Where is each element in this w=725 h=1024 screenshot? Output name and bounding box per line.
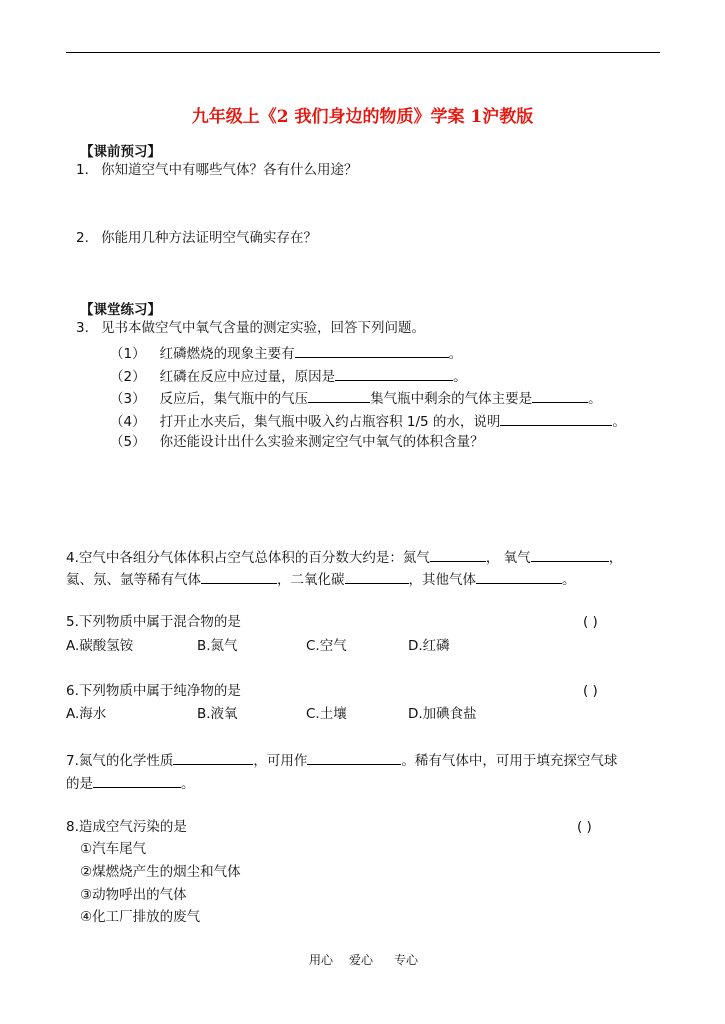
list-item: ①汽车尾气 <box>80 841 147 857</box>
sub-text: 红磷在反应中应过量，原因是 <box>159 369 336 385</box>
option: D.加碘食盐 <box>408 706 477 722</box>
answer-parentheses[interactable]: ( ) <box>583 614 598 630</box>
q4-text: 。 <box>562 572 576 588</box>
footer-text: 专心 <box>394 953 419 967</box>
answer-blank[interactable] <box>430 548 486 562</box>
q4-text: 氦、氖、氩等稀有气体 <box>66 572 201 588</box>
answer-parentheses[interactable]: ( ) <box>583 683 598 699</box>
answer-blank[interactable] <box>345 570 409 584</box>
sub-text: 打开止水夹后，集气瓶中吸入约占瓶容积 1/5 的水，说明 <box>159 414 501 430</box>
sub-text: 红磷燃烧的现象主要有 <box>159 346 295 362</box>
answer-blank[interactable] <box>173 751 253 765</box>
question-4-line-1 <box>66 548 622 566</box>
question-text: 你能用几种方法证明空气确实存在？ <box>101 230 317 246</box>
sub-number: （2） <box>110 369 146 385</box>
sub-number: （1） <box>110 346 146 362</box>
question-number: 1. <box>76 162 89 178</box>
question-6-stem: 6.下列物质中属于纯净物的是 <box>66 683 241 699</box>
option: B.氮气 <box>197 638 238 654</box>
answer-parentheses[interactable]: ( ) <box>577 819 592 835</box>
sub-text-end: 。 <box>453 369 467 385</box>
q4-text: ，二氧化碳 <box>277 572 345 588</box>
answer-blank[interactable] <box>531 548 609 562</box>
answer-blank[interactable] <box>201 570 277 584</box>
sub-text: 集气瓶中剩余的气体主要是 <box>370 391 533 407</box>
q4-text: ， <box>608 550 623 566</box>
sub-number: （5） <box>110 434 146 450</box>
answer-blank[interactable] <box>295 344 449 358</box>
sub-text-end: 。 <box>612 414 626 430</box>
question-4-line-2 <box>66 570 576 588</box>
sub-question <box>110 367 467 385</box>
q7-text: 。 <box>181 776 195 792</box>
page-title: 九年级上《2 我们身边的物质》学案 1沪教版 <box>191 107 534 127</box>
question-7-line-2 <box>66 774 195 792</box>
section-heading-preview: 【课前预习】 <box>80 144 161 160</box>
q7-text: 的是 <box>66 776 93 792</box>
question-text: 你知道空气中有哪些气体？各有什么用途？ <box>101 162 358 178</box>
sub-question <box>110 344 462 362</box>
answer-blank[interactable] <box>335 367 453 381</box>
option: B.液氧 <box>197 706 238 722</box>
list-item: ③动物呼出的气体 <box>80 887 187 903</box>
q4-text: ，其他气体 <box>408 572 476 588</box>
sub-question <box>110 434 484 450</box>
question-5-stem: 5.下列物质中属于混合物的是 <box>66 614 241 630</box>
footer-text: 爱心 <box>349 953 374 967</box>
header-rule <box>66 52 660 53</box>
question-text: 见书本做空气中氧气含量的测定实验，回答下列问题。 <box>101 320 425 336</box>
answer-blank[interactable] <box>308 389 370 403</box>
sub-number: （3） <box>110 391 146 407</box>
answer-blank[interactable] <box>532 389 588 403</box>
sub-text: 反应后，集气瓶中的气压 <box>159 391 309 407</box>
question-7-line-1 <box>66 751 617 769</box>
section-heading-practice: 【课堂练习】 <box>80 302 161 318</box>
answer-blank[interactable] <box>500 412 612 426</box>
question-number: 2. <box>76 230 89 246</box>
q7-text: 7.氮气的化学性质 <box>66 753 174 769</box>
q4-text: 4.空气中各组分气体体积占空气总体积的百分数大约是：氮气 <box>66 550 430 566</box>
q4-text: ， 氧气 <box>485 550 531 566</box>
sub-text-end: 。 <box>588 391 602 407</box>
list-item: ④化工厂排放的废气 <box>80 909 201 925</box>
sub-text: 你还能设计出什么实验来测定空气中氧气的体积含量？ <box>159 434 484 450</box>
option: D.红磷 <box>408 638 450 654</box>
sub-question <box>110 412 626 430</box>
answer-blank[interactable] <box>307 751 401 765</box>
q7-text: ，可用作 <box>253 753 308 769</box>
q7-text: 。稀有气体中，可用于填充探空气球 <box>401 753 618 769</box>
footer-text: 用心 <box>309 953 334 967</box>
option: C.空气 <box>306 638 347 654</box>
option: C.土壤 <box>306 706 347 722</box>
option: A.碳酸氢铵 <box>66 638 134 654</box>
question-8-stem: 8.造成空气污染的是 <box>66 819 187 835</box>
option: A.海水 <box>66 706 107 722</box>
list-item: ②煤燃烧产生的烟尘和气体 <box>80 864 241 880</box>
sub-text-end: 。 <box>448 346 463 362</box>
question-number: 3. <box>76 320 89 336</box>
answer-blank[interactable] <box>476 570 562 584</box>
sub-question <box>110 389 602 407</box>
answer-blank[interactable] <box>93 774 181 788</box>
sub-number: （4） <box>110 414 146 430</box>
